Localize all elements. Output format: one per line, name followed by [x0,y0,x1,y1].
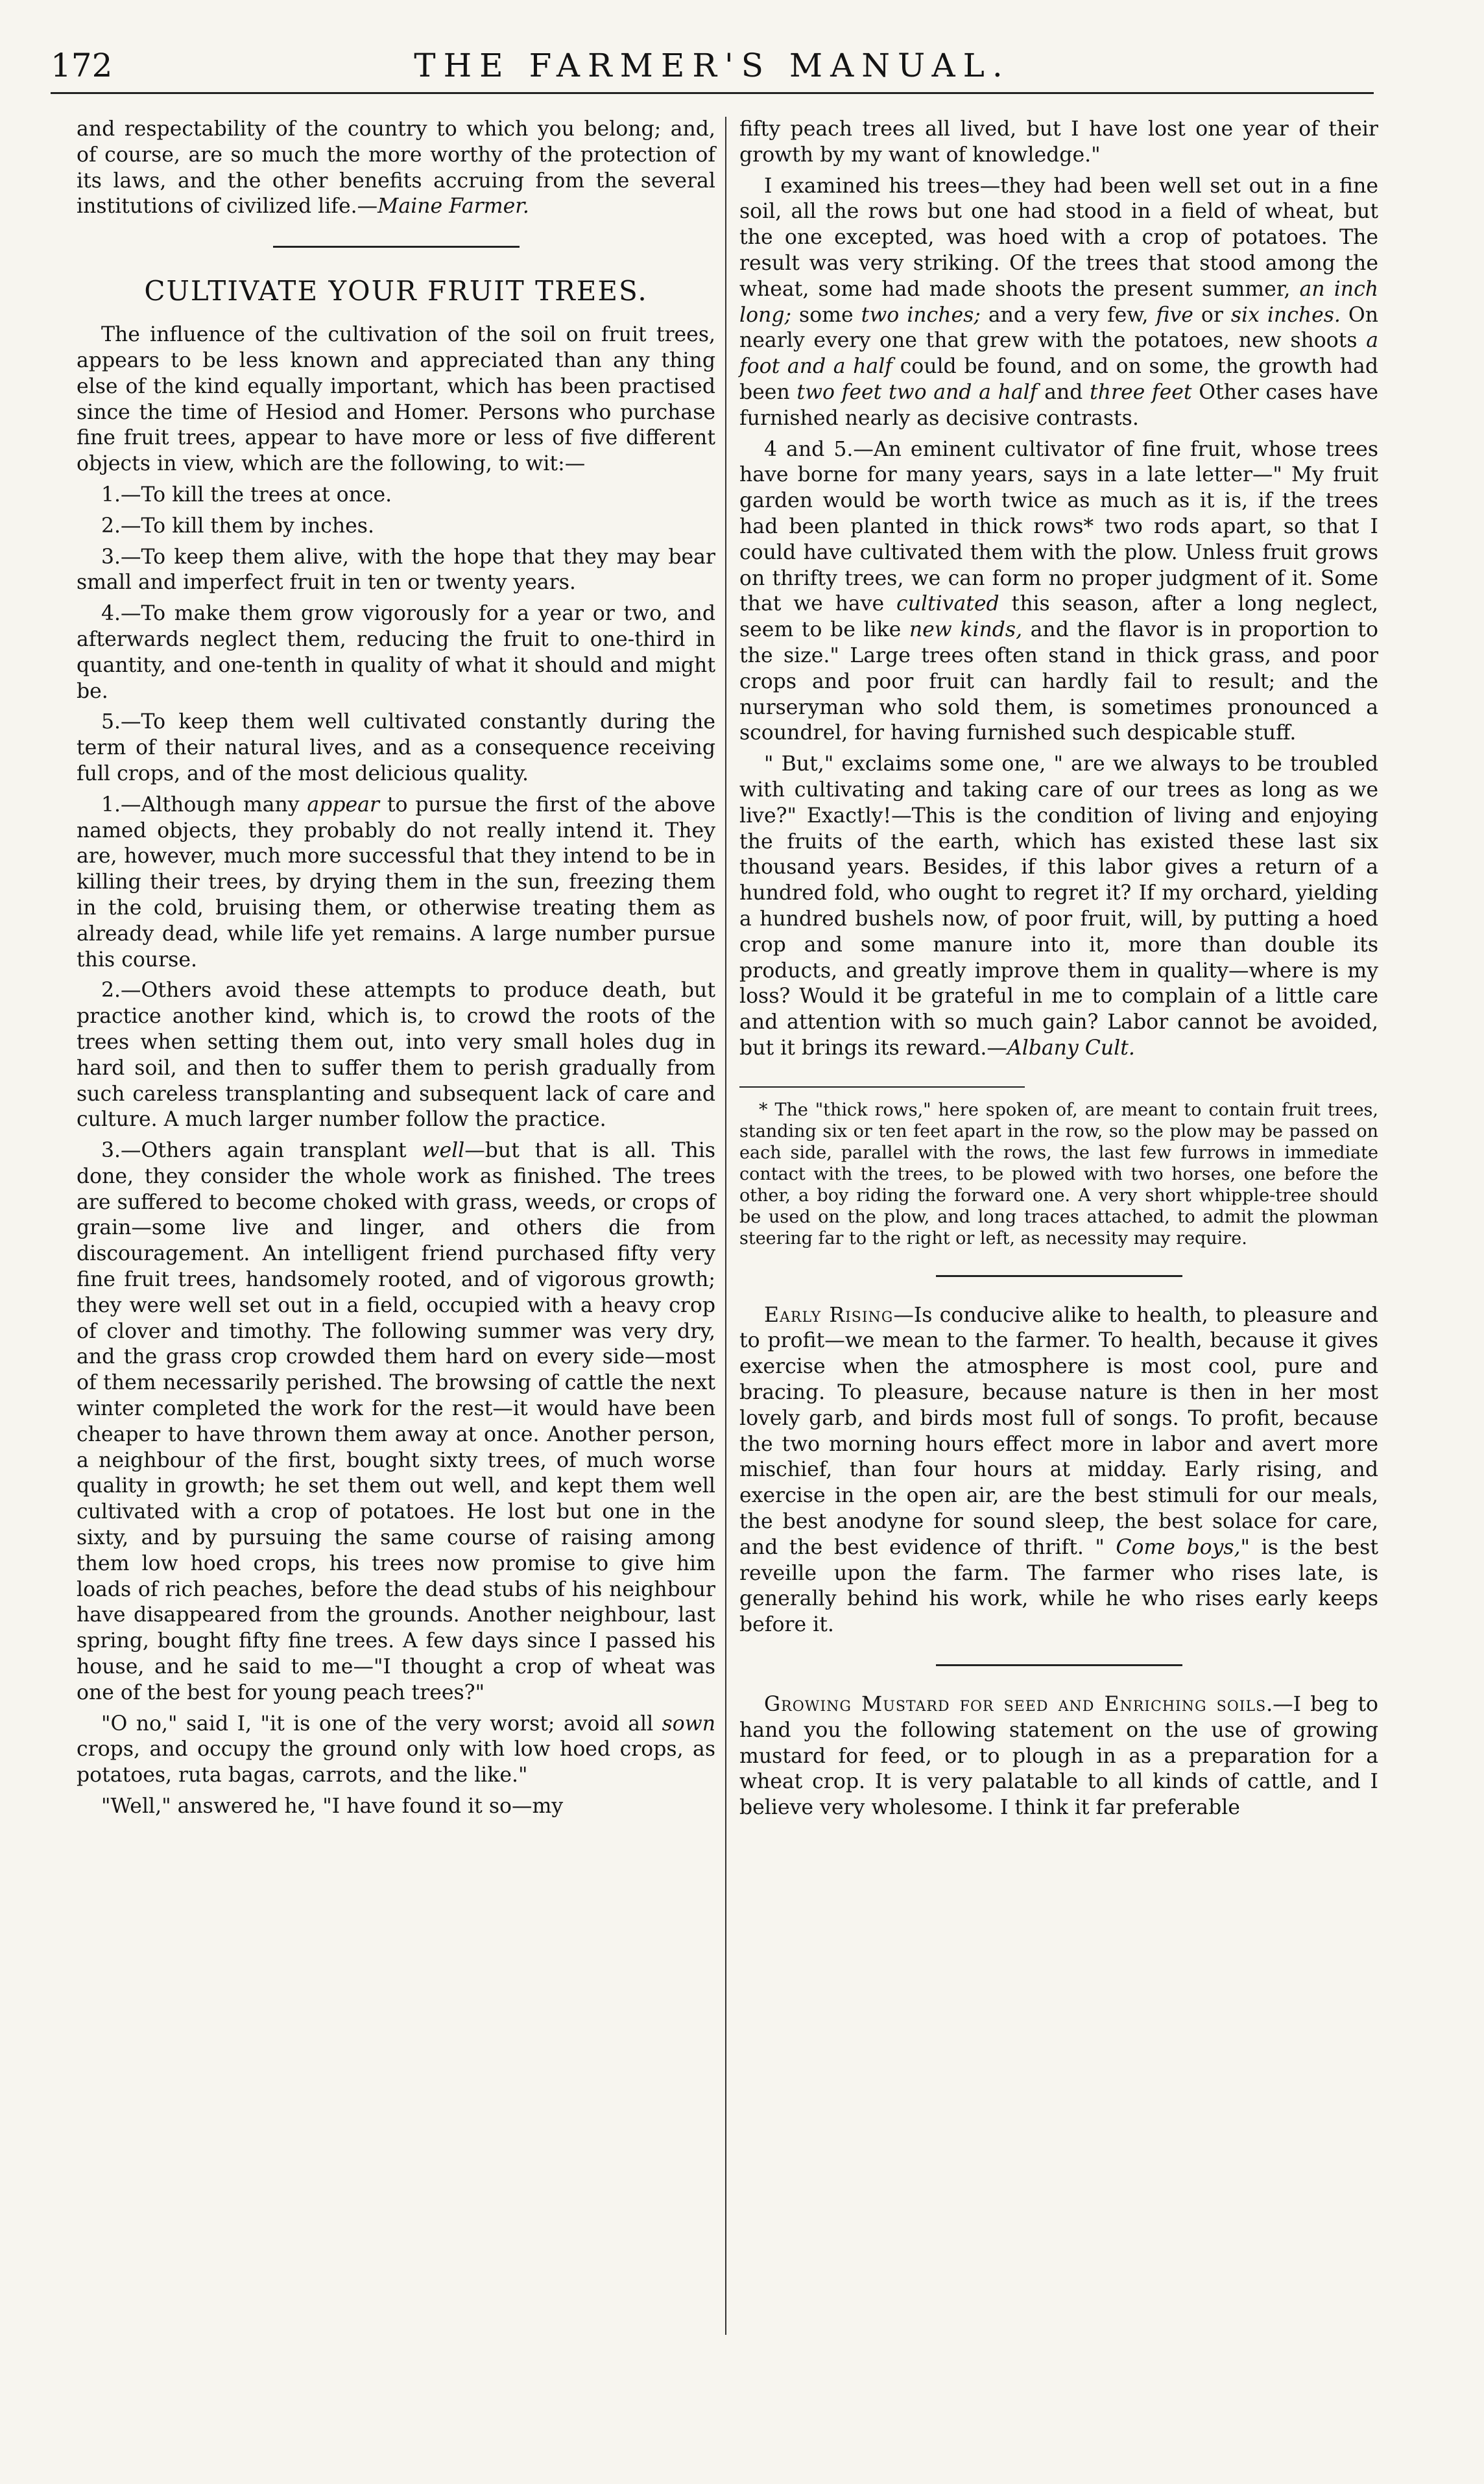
paragraph: and respectability of the country to which you belong; and, of course, are so much the more worthy of the protection of its laws, and the other benefits accruing from the several institutions of civilized life.—Maine Farmer. [77,117,715,219]
paragraph: "O no," said I, "it is one of the very worst; avoid all sown crops, and occupy the ground only with low hoed crops, as potatoes, ruta bagas, carrots, and the like." [77,1712,715,1787]
paragraph: " But," exclaims some one, " are we always to be troubled with cultivating and taking care of our trees as long as we live?" Exactly!—This is the condition of living and enjoying the fruits of the earth, which has existed these last six thousand years. Besides, if this labor gives a return of a hundred fold, who ought to regret it? If my orchard, yielding a hundred bushels now, of poor fruit, will, by putting a hoed crop and some manure into it, more than double its products, and greatly improve them in quality—where is my loss? Would it be grateful in me to complain of a little care and attention with so much gain? Labor cannot be avoided, but it brings its reward.—Albany Cult. [739,752,1378,1060]
source-citation: Albany Cult. [1007,1036,1135,1060]
paragraph: 1.—To kill the trees at once. [101,483,392,507]
paragraph: The influence of the cultivation of the soil on fruit trees, appears to be less known and appreciated than any thing else of the kind equally important, which has been practised since the time of Hesiod and Homer. Persons who purchase fine fruit trees, appear to have more or less of five different objects in view, which are the following, to wit:— [77,323,715,476]
run-in-heading: Early Rising [764,1303,894,1327]
paragraph: 1.—Although many appear to pursue the first of the above named objects, they probably do not really intend it. They are, however, much more successful that they intend to be in killing their trees, by drying them in the sun, freezing them in the cold, bruising them, or otherwise treating them as already dead, while life yet remains. A large number pursue this course. [77,793,715,972]
run-in-heading: Growing Mustard for seed and Enriching soils [764,1693,1267,1717]
paragraph: 5.—To keep them well cultivated constantly during the term of their natural lives, and as a consequence receiving full crops, and of the most delicious quality. [77,710,715,785]
footnote-rule [739,1086,1025,1088]
paragraph: Early Rising—Is conducive alike to health, to pleasure and to profit—we mean to the farmer. To health, because it gives exercise when the atmosphere is most cool, pure and bracing. To pleasure, because nature is then in her most lovely garb, and birds most full of songs. To profit, because the two morning hours effect more in labor and avert more mischief, than four hours at midday. Early rising, and exercise in the open air, are the best stimuli for our meals, the best anodyne for sound sleep, the best solace for care, and the best evidence of thrift. " Come boys," is the best reveille upon the farm. The farmer who rises late, is generally behind his work, while he who rises early keeps before it. [739,1303,1378,1637]
section-divider [273,246,520,248]
article-title: CULTIVATE YOUR FRUIT TREES. [144,275,648,307]
footnote [739,1086,1378,1249]
page-header [51,40,1374,94]
paragraph: 2.—Others avoid these attempts to produce death, but practice another kind, which is, to crowd the roots of the trees when setting them out, into very small holes dug in hard soil, and then to suffer them to perish gradually from such careless transplanting and subsequent lack of care and culture. A much larger number follow the practice. [77,979,715,1132]
paragraph: 3.—To keep them alive, with the hope that they may bear small and imperfect fruit in ten or twenty years. [77,545,715,595]
paragraph: fifty peach trees all lived, but I have lost one year of their growth by my want of knowledge." [739,117,1378,167]
section-divider [936,1664,1182,1666]
page-number: 172 [51,47,113,84]
paragraph: 4 and 5.—An eminent cultivator of fine fruit, whose trees have borne for many years, says in a late letter—" My fruit garden would be worth twice as much as it is, if the trees had been planted in thick rows* two rods apart, so that I could have cultivated them with the plow. Unless fruit grows on thrifty trees, we can form no proper judgment of it. Some that we have cultivated this season, after a long neglect, seem to be like new kinds, and the flavor is in proportion to the size." Large trees often stand in thick grass, and poor crops and poor fruit can hardly fail to result; and the nurseryman who sold them, is sometimes pronounced a scoundrel, for having furnished such despicable stuff. [739,437,1378,745]
left-column [77,117,715,1825]
source-citation: Maine Farmer. [377,195,529,219]
right-column [739,117,1378,1826]
running-title: THE FARMER'S MANUAL. [414,47,1011,84]
paragraph: Growing Mustard for seed and Enriching soils.—I beg to hand you the following statement on the use of growing mustard for feed, or to plough in as a preparation for a wheat crop. It is very palatable to all kinds of cattle, and I believe very wholesome. I think it far preferable [739,1693,1378,1820]
paragraph: I examined his trees—they had been well set out in a fine soil, all the rows but one had stood in a field of wheat, but the one excepted, was hoed with a crop of potatoes. The result was very striking. Of the trees that stood among the wheat, some had made shoots the present summer, an inch long; some two inches; and a very few, five or six inches. On nearly every one that grew with the potatoes, new shoots a foot and a half could be found, and on some, the growth had been two feet two and a half and three feet Other cases have furnished nearly as decisive contrasts. [739,174,1379,430]
paragraph: 2.—To kill them by inches. [101,514,374,538]
column-divider [725,117,726,2335]
paragraph: "Well," answered he, "I have found it so—my [101,1795,564,1819]
paragraph: 3.—Others again transplant well—but that is all. This done, they consider the whole work as finished. The trees are suffered to become choked with grass, weeds, or crops of grain—some live and linger, and others die from discouragement. An intelligent friend purchased fifty very fine fruit trees, handsomely rooted, and of vigorous growth; they were well set out in a field, occupied with a heavy crop of clover and timothy. The following summer was very dry, and the grass crop crowded them hard on every side—most of them necessarily perished. The browsing of cattle the next winter completed the work for the rest—it would have been cheaper to have thrown them away at once. Another person, a neighbour of the first, bought sixty trees, of much worse quality in growth; he set them out well, and kept them well cultivated with a crop of potatoes. He lost but one in the sixty, and by pursuing the same course of raising among them low hoed crops, his trees now promise to give him loads of rich peaches, before the dead stubs of his neighbour have disappeared from the grounds. Another neighbour, last spring, bought fifty fine trees. A few days since I passed his house, and he said to me—"I thought a crop of wheat was one of the best for young peach trees?" [77,1139,716,1704]
paragraph: 4.—To make them grow vigorously for a year or two, and afterwards neglect them, reducing the fruit to one-third in quantity, and one-tenth in quality of what it should and might be. [77,602,715,703]
section-divider [936,1275,1182,1277]
footnote-text: * The "thick rows," here spoken of, are meant to contain fruit trees, standing six or ten feet apart in the row, so the plow may be passed on each side, parallel with the rows, the last few furrows in immediate contact with the trees, to be plowed with two horses, one before the other, a boy riding the forward one. A very short whipple-tree should be used on the plow, and long traces attached, to admit the plowman steering far to the right or left, as necessity may require. [739,1099,1378,1248]
